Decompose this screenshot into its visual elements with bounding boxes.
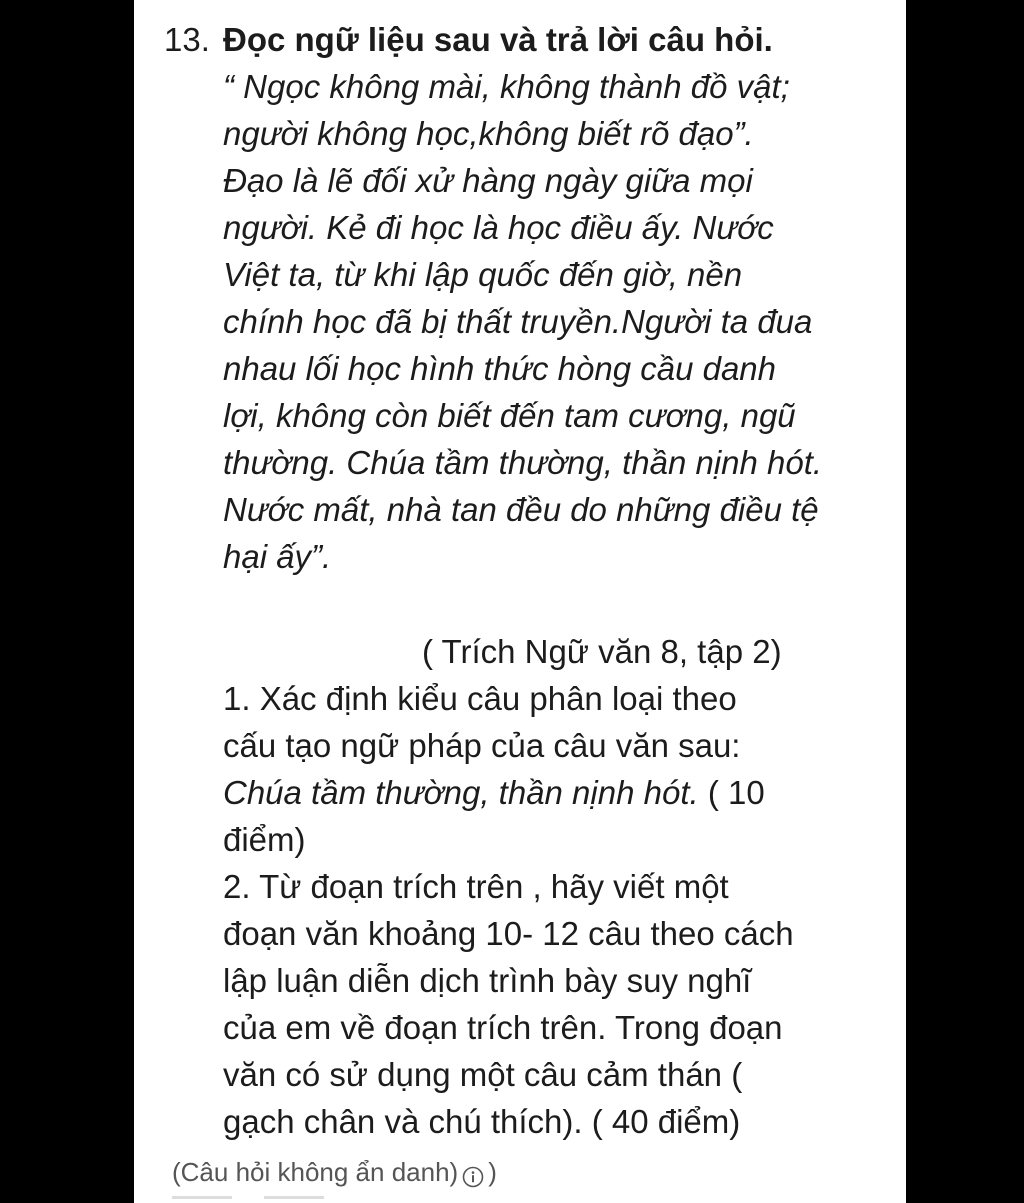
passage-line: lợi, không còn biết đến tam cương, ngũ	[223, 397, 796, 434]
passage-line: nhau lối học hình thức hòng cầu danh	[223, 350, 777, 387]
passage-line: thường. Chúa tầm thường, thần nịnh hót.	[223, 444, 823, 481]
task-1-line: 1. Xác định kiểu câu phân loại theo	[223, 680, 737, 717]
anonymity-label: (Câu hỏi không ẩn danh)	[172, 1157, 459, 1187]
question-number: 13.	[164, 21, 210, 58]
question-card	[134, 0, 906, 1203]
passage-line: Nước mất, nhà tan đều do những điều tệ	[223, 491, 819, 528]
info-icon[interactable]	[462, 1161, 484, 1183]
passage-line: Đạo là lẽ đối xử hàng ngày giữa mọi	[223, 162, 753, 199]
task-2-line: văn có sử dụng một câu cảm thán (	[223, 1056, 743, 1093]
passage-line: Việt ta, từ khi lập quốc đến giờ, nền	[223, 256, 743, 293]
passage-line: “ Ngọc không mài, không thành đồ vật;	[223, 68, 790, 105]
task-1-points: ( 10	[698, 774, 765, 811]
passage-line: người không học,không biết rõ đạo”.	[223, 115, 754, 152]
question-title: Đọc ngữ liệu sau và trả lời câu hỏi.	[223, 21, 773, 58]
task-1-line: điểm)	[223, 821, 306, 858]
task-1-line: cấu tạo ngữ pháp của câu văn sau:	[223, 727, 741, 764]
task-1-line	[223, 773, 765, 813]
passage-line: người. Kẻ đi học là học điều ấy. Nước	[223, 209, 774, 246]
anonymity-note	[172, 1154, 497, 1190]
task-2-line: 2. Từ đoạn trích trên , hãy viết một	[223, 868, 729, 905]
task-2-line: của em về đoạn trích trên. Trong đoạn	[223, 1009, 783, 1046]
task-2-line: đoạn văn khoảng 10- 12 câu theo cách	[223, 915, 794, 952]
task-2-line: gạch chân và chú thích). ( 40 điểm)	[223, 1103, 741, 1140]
passage-source: ( Trích Ngữ văn 8, tập 2)	[422, 633, 782, 670]
task-2-line: lập luận diễn dịch trình bày suy nghĩ	[223, 962, 752, 999]
cut-off-text-hint	[264, 1196, 324, 1199]
anonymity-suffix: )	[488, 1157, 497, 1187]
passage-line: hại ấy”.	[223, 538, 332, 575]
passage-line: chính học đã bị thất truyền.Người ta đua	[223, 303, 813, 340]
quoted-sentence: Chúa tầm thường, thần nịnh hót.	[223, 774, 699, 811]
cut-off-text-hint	[172, 1196, 232, 1199]
